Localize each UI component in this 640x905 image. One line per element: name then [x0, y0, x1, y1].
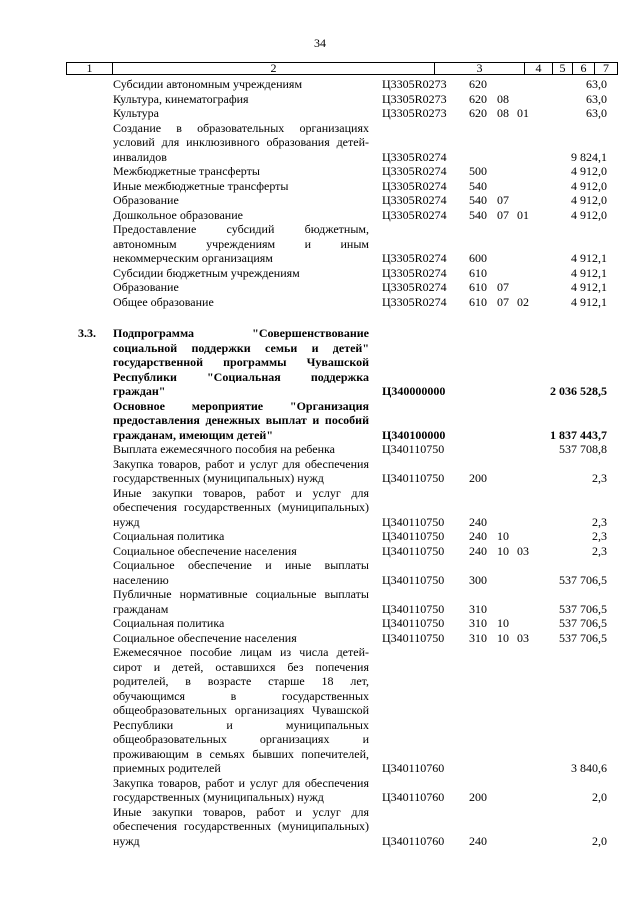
row-expense-type: 310 [469, 616, 487, 630]
row-expense-type: 240 [469, 833, 487, 848]
row-code: Ц340110750 [382, 616, 445, 630]
table-row [0, 295, 640, 310]
row-name: Основное мероприятие "Организация предоставления денежных выплат и пособий гражданам, имеющим детей" [113, 398, 369, 442]
row-sum: 4 912,1 [571, 251, 607, 265]
row-name: Культура [113, 106, 159, 120]
row-sum: 2 036 528,5 [550, 384, 607, 398]
header-col-6: 6 [573, 63, 595, 74]
row-name: Закупка товаров, работ и услуг для обеспечения государственных (муниципальных) нужд [113, 456, 369, 485]
row-sum: 1 837 443,7 [550, 427, 607, 442]
table-row [0, 776, 640, 805]
row-subsection: 03 [517, 630, 529, 645]
table-row [0, 631, 640, 646]
row-name: Общее образование [113, 294, 214, 309]
row-sum: 9 824,1 [571, 149, 607, 164]
row-expense-type: 540 [469, 193, 487, 207]
row-sum: 2,3 [592, 529, 607, 543]
row-section: 07 [497, 193, 509, 207]
row-name: Иные межбюджетные трансферты [113, 178, 289, 193]
row-sum: 537 706,5 [559, 572, 607, 587]
row-code: Ц340110750 [382, 442, 445, 456]
row-name: Субсидии бюджетным учреждениям [113, 265, 300, 280]
table-row [0, 77, 640, 92]
row-sum: 4 912,0 [571, 193, 607, 207]
row-code: Ц3305R0273 [382, 106, 447, 120]
row-expense-type: 540 [469, 178, 487, 193]
table-row [0, 645, 640, 776]
row-expense-type: 300 [469, 572, 487, 587]
table-row [0, 193, 640, 208]
row-sum: 2,3 [592, 514, 607, 529]
row-code: Ц3305R0274 [382, 193, 447, 207]
row-expense-type: 610 [469, 294, 487, 309]
table-row [0, 179, 640, 194]
row-code: Ц340110760 [382, 833, 445, 848]
row-code: Ц340110750 [382, 630, 445, 645]
row-section: 10 [497, 630, 509, 645]
row-sum: 2,3 [592, 471, 607, 485]
row-expense-type: 200 [469, 790, 487, 804]
row-name: Дошкольное образование [113, 207, 243, 222]
row-expense-type: 610 [469, 280, 487, 294]
row-name: Предоставление субсидий бюджетным, автономным учреждениям и иным некоммерческим организациям [113, 222, 369, 265]
table-row [0, 457, 640, 486]
row-expense-type: 240 [469, 529, 487, 543]
row-sum: 537 708,8 [559, 442, 607, 456]
row-section: 08 [497, 91, 509, 106]
row-expense-type: 200 [469, 471, 487, 485]
header-col-7: 7 [603, 61, 609, 75]
table-row [0, 558, 640, 587]
table-row [0, 326, 640, 399]
row-sum: 2,3 [592, 543, 607, 558]
table-row [0, 208, 640, 223]
header-col-5: 5 [553, 63, 573, 74]
row-sum: 63,0 [586, 91, 607, 106]
row-code: Ц3305R0273 [382, 77, 447, 91]
row-name: Социальная политика [113, 616, 225, 630]
table-row [0, 280, 640, 295]
table-row [0, 222, 640, 266]
header-col-3: 3 [435, 63, 525, 74]
row-code: Ц3305R0273 [382, 91, 447, 106]
row-code: Ц3305R0274 [382, 265, 447, 280]
row-name: Иные закупки товаров, работ и услуг для обеспечения государственных (муниципальных) нужд [113, 485, 369, 529]
row-sum: 537 706,5 [559, 601, 607, 616]
row-code: Ц3305R0274 [382, 178, 447, 193]
row-code: Ц3305R0274 [382, 164, 447, 178]
row-code: Ц3305R0274 [382, 294, 447, 309]
row-name: Социальное обеспечение и иные выплаты населению [113, 558, 369, 587]
row-name: Социальное обеспечение населения [113, 543, 297, 558]
page-number: 34 [314, 36, 326, 50]
header-col-4: 4 [525, 63, 553, 74]
table-row [0, 121, 640, 165]
table-body [0, 77, 640, 848]
table-row [0, 92, 640, 107]
row-code: Ц340110750 [382, 543, 445, 558]
row-sum: 63,0 [586, 77, 607, 91]
row-code: Ц3305R0274 [382, 149, 447, 164]
row-code: Ц3305R0274 [382, 280, 447, 294]
table-row [0, 587, 640, 616]
row-sum: 2,0 [592, 833, 607, 848]
row-name: Иные закупки товаров, работ и услуг для обеспечения государственных (муниципальных) нужд [113, 804, 369, 848]
row-name: Образование [113, 193, 179, 207]
row-code: Ц3305R0274 [382, 207, 447, 222]
row-code: Ц340110750 [382, 529, 445, 543]
row-code: Ц340100000 [382, 427, 446, 442]
row-name: Субсидии автономным учреждениям [113, 77, 303, 91]
row-section: 10 [497, 529, 509, 543]
row-subsection: 01 [517, 207, 529, 222]
row-name: Социальная политика [113, 529, 225, 543]
row-expense-type: 240 [469, 514, 487, 529]
row-code: Ц340110750 [382, 572, 445, 587]
row-name: Закупка товаров, работ и услуг для обеспечения государственных (муниципальных) нужд [113, 775, 369, 804]
row-code: Ц340110750 [382, 514, 445, 529]
table-row [0, 544, 640, 559]
row-code: Ц340110750 [382, 471, 445, 485]
row-expense-type: 540 [469, 207, 487, 222]
row-sum: 2,0 [592, 790, 607, 804]
row-sum: 4 912,1 [571, 294, 607, 309]
row-name: Создание в образовательных организациях условий для инклюзивного образования детей-инвалидов [113, 120, 369, 164]
row-expense-type: 620 [469, 91, 487, 106]
row-expense-type: 240 [469, 543, 487, 558]
row-name: Выплата ежемесячного пособия на ребенка [113, 442, 335, 456]
row-sum: 4 912,0 [571, 164, 607, 178]
row-expense-type: 620 [469, 77, 487, 91]
row-expense-type: 310 [469, 630, 487, 645]
row-name: Подпрограмма "Совершенствование социальной поддержки семьи и детей" государственной программы Чувашской Республики "Социальная поддержка граждан" [113, 326, 369, 398]
row-section: 08 [497, 106, 509, 120]
row-code: Ц340110760 [382, 790, 445, 804]
row-expense-type: 610 [469, 265, 487, 280]
row-name: Ежемесячное пособие лицам из числа детей-сирот и детей, оставшихся без попечения родителей, в возрасте старше 18 лет, обучающимся в государственных общеобразовательных организациях Чувашской Республики и муниципальных общеобразовательных организациях и проживающим в семьях бывших попечителей, приемных родителей [113, 645, 369, 775]
row-name: Межбюджетные трансферты [113, 164, 260, 178]
table-row [0, 616, 640, 631]
row-section: 07 [497, 207, 509, 222]
row-code: Ц340110760 [382, 761, 445, 775]
table-gap [0, 309, 640, 326]
row-sum: 4 912,1 [571, 265, 607, 280]
row-name: Культура, кинематография [113, 91, 249, 106]
table-row [0, 805, 640, 849]
row-sum: 4 912,0 [571, 178, 607, 193]
row-section: 10 [497, 543, 509, 558]
row-number: 3.3. [78, 326, 96, 340]
row-sum: 537 706,5 [559, 630, 607, 645]
row-subsection: 02 [517, 294, 529, 309]
row-sum: 4 912,1 [571, 280, 607, 294]
row-subsection: 03 [517, 543, 529, 558]
row-sum: 4 912,0 [571, 207, 607, 222]
table-row [0, 106, 640, 121]
header-col-1: 1 [67, 63, 113, 74]
row-expense-type: 620 [469, 106, 487, 120]
row-sum: 3 840,6 [571, 761, 607, 775]
row-section: 07 [497, 294, 509, 309]
table-row [0, 399, 640, 443]
row-code: Ц340110750 [382, 601, 445, 616]
row-section: 07 [497, 280, 509, 294]
row-expense-type: 310 [469, 601, 487, 616]
table-header [66, 62, 618, 75]
table-row [0, 529, 640, 544]
table-row [0, 442, 640, 457]
table-row [0, 486, 640, 530]
row-section: 10 [497, 616, 509, 630]
row-code: Ц340000000 [382, 384, 446, 398]
row-sum: 63,0 [586, 106, 607, 120]
row-name: Социальное обеспечение населения [113, 630, 297, 645]
table-row [0, 164, 640, 179]
row-expense-type: 500 [469, 164, 487, 178]
row-expense-type: 600 [469, 251, 487, 265]
row-name: Образование [113, 280, 179, 294]
row-code: Ц3305R0274 [382, 251, 447, 265]
row-subsection: 01 [517, 106, 529, 120]
table-row [0, 266, 640, 281]
row-sum: 537 706,5 [559, 616, 607, 630]
row-name: Публичные нормативные социальные выплаты гражданам [113, 587, 369, 616]
header-col-2: 2 [113, 63, 435, 74]
